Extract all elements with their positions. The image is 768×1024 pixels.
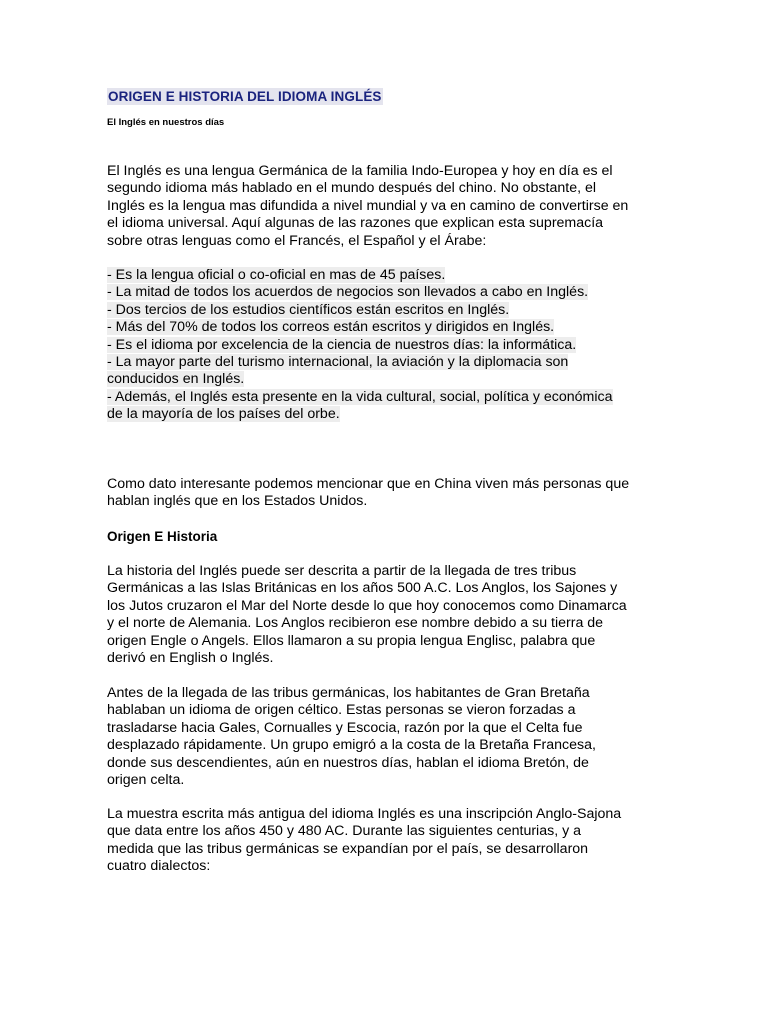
intro-line: El Inglés es una lengua Germánica de la familia Indo-Europea y hoy en día es el	[107, 163, 613, 179]
fact-line: hablan inglés que en los Estados Unidos.	[107, 493, 368, 510]
history-line: los Jutos cruzaron el Mar del Norte desde lo que hoy conocemos como Dinamarca	[107, 597, 627, 614]
history-line: Antes de la llegada de las tribus germánicas, los habitantes de Gran Bretaña	[107, 685, 590, 701]
reasons-list	[107, 267, 667, 424]
history-line: Germánicas a las Islas Británicas en los años 500 A.C. Los Anglos, los Sajones y	[107, 580, 618, 597]
reason-item: de la mayoría de los países del orbe.	[107, 406, 340, 423]
history-line: donde sus descendientes, aún en nuestros días, hablan el idioma Bretón, de	[107, 754, 589, 771]
intro-line: segundo idioma más hablado en el mundo después del chino. No obstante, el	[107, 180, 597, 197]
reason-item: - La mayor parte del turismo internacional, la aviación y la diplomacia son	[107, 354, 569, 371]
reason-item: conducidos en Inglés.	[107, 371, 245, 388]
fact-line: Como dato interesante podemos mencionar que en China viven más personas que	[107, 476, 630, 492]
history-line: cuatro dialectos:	[107, 858, 211, 875]
intro-line: el idioma universal. Aquí algunas de las razones que explican esta supremacía	[107, 215, 604, 232]
history-line: que data entre los años 450 y 480 AC. Durante las siguientes centurias, y a	[107, 823, 581, 840]
reason-item: - Es la lengua oficial o co-oficial en mas de 45 países.	[107, 267, 446, 283]
intro-paragraph	[107, 163, 667, 250]
reason-item: - Dos tercios de los estudios científicos están escritos en Inglés.	[107, 301, 510, 318]
document-subtitle: El Inglés en nuestros días	[107, 117, 225, 128]
intro-line: sobre otras lenguas como el Francés, el Español y el Árabe:	[107, 232, 487, 249]
reason-item: - Más del 70% de todos los correos están escritos y dirigidos en Inglés.	[107, 319, 555, 336]
history-paragraph-1	[107, 563, 667, 667]
reason-item: - La mitad de todos los acuerdos de negocios son llevados a cabo en Inglés.	[107, 284, 589, 301]
history-line: desplazado rápidamente. Un grupo emigró a la costa de la Bretaña Francesa,	[107, 737, 596, 754]
history-line: La muestra escrita más antigua del idioma Inglés es una inscripción Anglo-Sajona	[107, 806, 622, 822]
history-line: origen Engle o Angels. Ellos llamaron a su propia lengua Englisc, palabra que	[107, 632, 596, 649]
fact-paragraph	[107, 476, 667, 511]
history-line: hablaban un idioma de origen céltico. Estas personas se vieron forzadas a	[107, 702, 576, 719]
history-line: origen celta.	[107, 772, 185, 789]
history-line: trasladarse hacia Gales, Cornualles y Escocia, razón por la que el Celta fue	[107, 719, 583, 736]
section-heading: Origen E Historia	[107, 529, 218, 544]
history-line: medida que las tribus germánicas se expandían por el país, se desarrollaron	[107, 840, 589, 857]
history-paragraph-3	[107, 806, 667, 876]
history-line: y el norte de Alemania. Los Anglos recibieron ese nombre debido a su tierra de	[107, 615, 604, 632]
document-title: ORIGEN E HISTORIA DEL IDIOMA INGLÉS	[108, 89, 382, 104]
history-paragraph-2	[107, 685, 667, 789]
reason-item: - Es el idioma por excelencia de la ciencia de nuestros días: la informática.	[107, 336, 577, 353]
intro-line: Inglés es la lengua mas difundida a nivel mundial y va en camino de convertirse en	[107, 197, 629, 214]
history-line: derivó en English o Inglés.	[107, 650, 274, 667]
reason-item: - Además, el Inglés esta presente en la vida cultural, social, política y económica	[107, 388, 613, 405]
history-line: La historia del Inglés puede ser descrita a partir de la llegada de tres tribus	[107, 563, 577, 579]
